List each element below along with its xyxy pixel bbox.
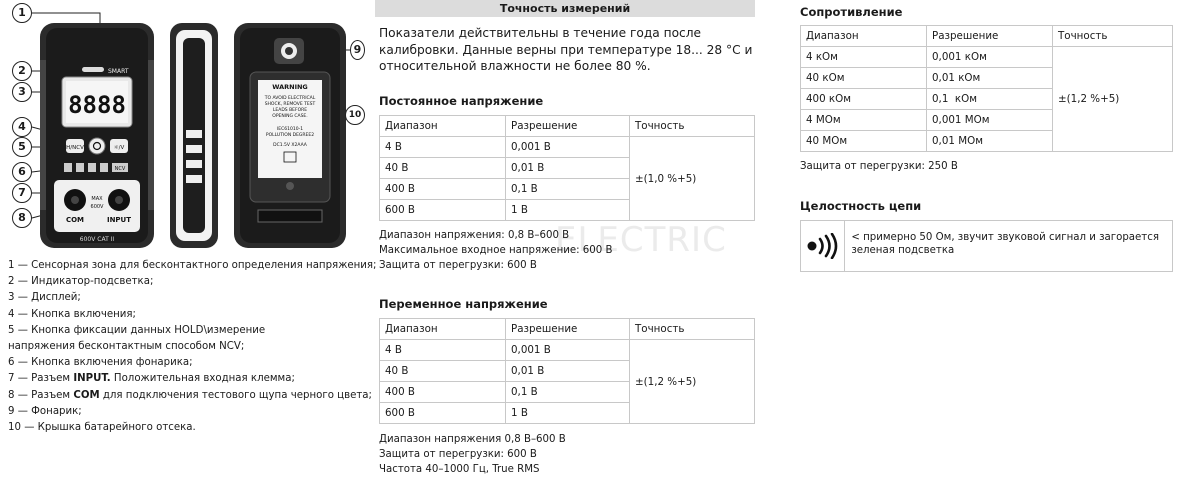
continuity-box <box>800 220 1173 272</box>
hold-button-label: H/NCV <box>66 145 84 151</box>
legend-item <box>8 258 377 274</box>
header-accuracy: Точность <box>1053 26 1173 47</box>
callout-1: 1 <box>12 3 32 23</box>
legend-prefix: 9 — <box>8 405 32 417</box>
resistance-title: Сопротивление <box>800 5 903 19</box>
cell-resolution: 0,01 В <box>506 158 630 179</box>
header-resolution: Разрешение <box>506 319 630 340</box>
legend-text: Кнопка включения фонарика; <box>31 357 193 369</box>
cell-range: 4 МОм <box>801 110 927 131</box>
cell-resolution: 1 В <box>506 200 630 221</box>
cell-range: 40 В <box>380 158 506 179</box>
cell-resolution: 0,001 кОм <box>927 47 1053 68</box>
legend-item <box>8 307 363 323</box>
legend-item <box>8 323 363 339</box>
resistance-table <box>800 25 1173 152</box>
display-digits: 8888 <box>68 91 126 119</box>
header-resolution: Разрешение <box>506 116 630 137</box>
legend-prefix: 6 — <box>8 357 32 369</box>
callout-2: 2 <box>12 61 32 81</box>
cell-range: 4 В <box>380 340 506 361</box>
ac-notes <box>379 433 566 477</box>
header-accuracy: Точность <box>630 319 755 340</box>
cell-range: 40 МОм <box>801 131 927 152</box>
legend-prefix: 8 — Разъем <box>8 389 74 401</box>
cell-resolution: 0,001 В <box>506 137 630 158</box>
legend-prefix: 7 — Разъем <box>8 373 74 385</box>
cell-resolution: 0,01 кОм <box>927 68 1053 89</box>
parts-legend <box>8 258 377 436</box>
legend-text: Кнопка фиксации данных HOLD\измерение <box>31 324 266 336</box>
legend-text: Положительная входная клемма; <box>110 373 295 385</box>
legend-text: Фонарик; <box>31 405 82 417</box>
device-illustration <box>0 0 365 258</box>
cell-range: 4 В <box>380 137 506 158</box>
cell-resolution: 0,1 В <box>506 179 630 200</box>
max-label: MAX <box>91 196 103 202</box>
callout-9: 9 <box>350 40 365 60</box>
spec-line: IEC61010-1 <box>276 127 304 132</box>
side-view <box>170 23 218 248</box>
accuracy-intro: Показатели действительны в течение года после калибровки. Данные верны при температуре 18... 28 °С и относительной влажности не более 80 %. <box>379 26 753 73</box>
cell-range: 600 В <box>380 403 506 424</box>
continuity-text: < примерно 50 Ом, звучит звуковой сигнал и загорается зеленая подсветка <box>851 232 1159 256</box>
header-range: Диапазон <box>380 319 506 340</box>
header-accuracy: Точность <box>630 116 755 137</box>
com-jack-label: COM <box>65 216 85 224</box>
cell-resolution: 0,1 кОм <box>927 89 1053 110</box>
cell-accuracy: ±(1,2 %+5) <box>1053 47 1173 152</box>
warning-line: TO AVOID ELECTRICAL <box>264 96 316 101</box>
note-line: Защита от перегрузки: 600 В <box>379 448 537 460</box>
legend-text: Дисплей; <box>31 292 81 304</box>
note-line: Диапазон напряжения: 0,8 В–600 В <box>379 230 570 241</box>
dc-notes <box>379 229 612 273</box>
spec-line: DC1.5V X2AAA <box>273 143 307 148</box>
legend-prefix: 5 — <box>8 324 32 336</box>
legend-item <box>8 274 363 290</box>
callout-4: 4 <box>12 117 32 137</box>
cell-range: 400 В <box>380 179 506 200</box>
header-resolution: Разрешение <box>927 26 1053 47</box>
legend-prefix: 3 — <box>8 292 32 304</box>
legend-prefix: 2 — <box>8 276 32 288</box>
legend-text: Крышка батарейного отсека. <box>37 422 196 434</box>
cell-accuracy: ±(1,0 %+5) <box>630 137 755 221</box>
legend-text: напряжения бесконтактным способом NCV; <box>8 341 245 353</box>
warning-line: SHOCK, REMOVE TEST <box>264 102 316 107</box>
ac-voltage-title: Переменное напряжение <box>379 297 548 311</box>
legend-prefix: 4 — <box>8 308 32 320</box>
warning-line: OPENING CASE. <box>272 114 308 119</box>
table-row <box>801 47 1173 68</box>
cell-accuracy: ±(1,2 %+5) <box>630 340 755 424</box>
note-line: Частота 40–1000 Гц, True RMS <box>379 463 540 475</box>
cell-resolution: 0,01 В <box>506 361 630 382</box>
legend-prefix: 1 — <box>8 260 32 271</box>
continuity-title: Целостность цепи <box>800 199 922 213</box>
light-button-label: ☼/V <box>113 145 125 151</box>
note-line: Защита от перегрузки: 600 В <box>379 259 537 271</box>
cell-range: 40 В <box>380 361 506 382</box>
cell-resolution: 0,01 МОм <box>927 131 1053 152</box>
warning-line: LEADS BEFORE <box>272 108 308 113</box>
dc-voltage-title: Постоянное напряжение <box>379 94 544 108</box>
cell-resolution: 1 В <box>506 403 630 424</box>
front-view <box>40 23 154 248</box>
resistance-note: Защита от перегрузки: 250 В <box>800 161 958 172</box>
input-jack-label: INPUT <box>106 216 132 224</box>
legend-text: Кнопка включения; <box>31 308 136 320</box>
buzzer-icon <box>801 221 845 271</box>
legend-text: для подключения тестового щупа черного цвета; <box>99 389 372 401</box>
ac-voltage-table <box>379 318 755 424</box>
accuracy-banner: Точность измерений <box>375 0 755 17</box>
table-row <box>380 340 755 361</box>
cell-resolution: 0,001 В <box>506 340 630 361</box>
cell-range: 400 кОм <box>801 89 927 110</box>
cell-range: 400 В <box>380 382 506 403</box>
smart-label: SMART <box>108 68 129 75</box>
legend-item <box>8 404 363 420</box>
watermark: ELECTRIC <box>555 220 727 260</box>
legend-item <box>8 290 363 306</box>
callout-5: 5 <box>12 137 32 157</box>
table-row <box>380 137 755 158</box>
warning-title: WARNING <box>272 83 308 91</box>
ncv-label: NCV <box>114 166 126 172</box>
cell-range: 4 кОм <box>801 47 927 68</box>
legend-item <box>8 339 363 355</box>
callout-10: 10 <box>345 105 365 125</box>
legend-item <box>8 420 363 436</box>
dc-voltage-table <box>379 115 755 221</box>
callout-8: 8 <box>12 208 32 228</box>
legend-item <box>8 355 363 371</box>
legend-item <box>8 388 372 404</box>
table-header-row <box>380 116 755 137</box>
legend-bold: INPUT. <box>73 373 111 385</box>
cell-resolution: 0,1 В <box>506 382 630 403</box>
cell-resolution: 0,001 МОм <box>927 110 1053 131</box>
cell-range: 40 кОм <box>801 68 927 89</box>
header-range: Диапазон <box>380 116 506 137</box>
back-view <box>234 23 346 248</box>
callout-6: 6 <box>12 162 32 182</box>
legend-bold: COM <box>73 389 100 401</box>
cat-label: 600V CAT II <box>79 236 115 243</box>
header-range: Диапазон <box>801 26 927 47</box>
note-line: Максимальное входное напряжение: 600 В <box>379 244 613 256</box>
legend-prefix: 10 — <box>8 422 38 434</box>
callout-7: 7 <box>12 183 32 203</box>
spec-line: POLLUTION DEGREE2 <box>265 133 315 138</box>
legend-item <box>8 371 363 387</box>
callout-3: 3 <box>12 82 32 102</box>
max-voltage-label: 600V <box>90 204 104 210</box>
device-drawing <box>0 0 365 258</box>
note-line: Диапазон напряжения 0,8 В–600 В <box>379 434 566 445</box>
legend-text: Индикатор-подсветка; <box>31 276 154 288</box>
legend-text: Сенсорная зона для бесконтактного определения напряжения; <box>31 260 377 271</box>
cell-range: 600 В <box>380 200 506 221</box>
table-header-row <box>801 26 1173 47</box>
table-header-row <box>380 319 755 340</box>
